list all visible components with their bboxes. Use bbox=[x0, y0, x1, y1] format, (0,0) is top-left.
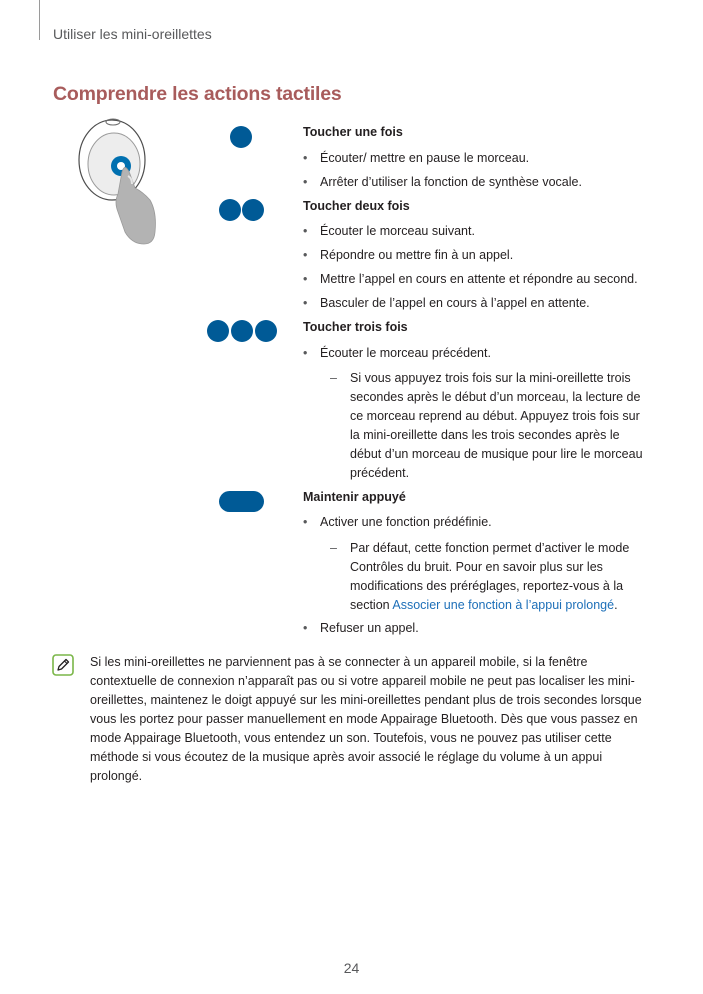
running-header: Utiliser les mini-oreillettes bbox=[53, 26, 212, 42]
bullet: • bbox=[303, 296, 308, 310]
bullet: • bbox=[303, 272, 308, 286]
bullet: • bbox=[303, 175, 308, 189]
bullet: • bbox=[303, 515, 308, 529]
list-item-text: Activer une fonction prédéfinie. bbox=[320, 515, 492, 529]
gesture-heading: Toucher deux fois bbox=[303, 199, 410, 213]
gesture-heading: Toucher une fois bbox=[303, 125, 403, 139]
list-item-text: Écouter le morceau précédent. bbox=[320, 346, 491, 360]
list-item-text: Écouter le morceau suivant. bbox=[320, 224, 475, 238]
bullet: • bbox=[303, 346, 308, 360]
section-title: Comprendre les actions tactiles bbox=[53, 83, 342, 105]
sub-list-item-text-start: Par défaut, cette fonction permet d’activer le mode Contrôles du bruit. Pour en savoir plus sur les modifications des préréglages, reportez-vous à la section bbox=[350, 541, 630, 612]
sub-list-item-text-end: . bbox=[614, 598, 618, 612]
triple-tap-dot-3-icon bbox=[255, 320, 277, 342]
single-tap-dot-icon bbox=[230, 126, 252, 148]
triple-tap-dot-1-icon bbox=[207, 320, 229, 342]
list-item-text: Arrêter d’utiliser la fonction de synthèse vocale. bbox=[320, 175, 582, 189]
sub-list-item-text bbox=[350, 539, 650, 615]
earbud-touch-illustration bbox=[70, 112, 170, 252]
bullet: • bbox=[303, 224, 308, 238]
note-pencil-icon bbox=[52, 654, 74, 676]
dash: – bbox=[330, 371, 337, 385]
bullet: • bbox=[303, 151, 308, 165]
associer-fonction-link[interactable]: Associer une fonction à l’appui prolongé bbox=[392, 598, 615, 612]
list-item-text: Mettre l’appel en cours en attente et répondre au second. bbox=[320, 272, 638, 286]
bullet: • bbox=[303, 621, 308, 635]
page-number: 24 bbox=[343, 960, 360, 976]
bullet: • bbox=[303, 248, 308, 262]
dash: – bbox=[330, 541, 337, 555]
header-rule bbox=[39, 0, 40, 40]
list-item-text: Basculer de l’appel en cours à l’appel en attente. bbox=[320, 296, 590, 310]
list-item-text: Refuser un appel. bbox=[320, 621, 419, 635]
triple-tap-dot-2-icon bbox=[231, 320, 253, 342]
list-item-text: Écouter/ mettre en pause le morceau. bbox=[320, 151, 530, 165]
list-item-text: Répondre ou mettre fin à un appel. bbox=[320, 248, 514, 262]
double-tap-dot-2-icon bbox=[242, 199, 264, 221]
gesture-heading: Toucher trois fois bbox=[303, 320, 408, 334]
double-tap-dot-1-icon bbox=[219, 199, 241, 221]
gesture-heading: Maintenir appuyé bbox=[303, 490, 406, 504]
note-text: Si les mini-oreillettes ne parviennent pas à se connecter à un appareil mobile, si la fenêtre contextuelle de connexion n’apparaît pas ou si votre appareil mobile ne peut pas localiser les mini-oreillettes, maintenez le doigt appuyé sur les mini-oreillettes pendant plus de trois secondes lorsque vous les portez pour passer manuellement en mode Appairage Bluetooth. Dès que vous passez en mode Appairage Bluetooth, vous entendez un son. Toutefois, vous ne pouvez pas utiliser cette méthode si vous écoutez de la musique après avoir associé le réglage du volume à un appui prolongé. bbox=[90, 655, 642, 783]
long-press-pill-icon bbox=[219, 491, 264, 512]
sub-list-item-text: Si vous appuyez trois fois sur la mini-oreillette trois secondes après le début d’un morceau, la lecture de ce morceau reprend au début. Appuyez trois fois sur la mini-oreillette dans les trois secondes après le début d’un morceau de musique pour lire le morceau précédent. bbox=[350, 371, 643, 480]
